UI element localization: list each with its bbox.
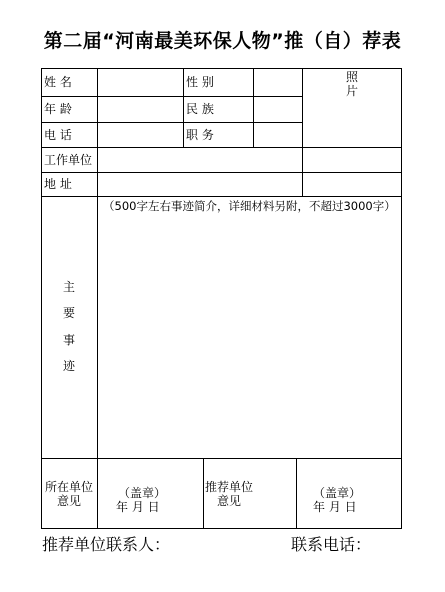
- unit-opinion-label-line-2: 意见: [56, 494, 81, 508]
- gender-label: 性 别: [186, 75, 214, 89]
- deeds-label-char-4: 迹: [62, 359, 75, 373]
- ethnicity-label: 民 族: [186, 102, 214, 116]
- position-label: 职 务: [186, 128, 214, 142]
- unit-seal-label: （盖章）: [118, 486, 167, 500]
- recommend-date-label: 年 月 日: [313, 500, 357, 514]
- deeds-label-char-2: 要: [62, 306, 75, 320]
- unit-opinion-label-line-1: 所在单位: [44, 480, 93, 494]
- page-title: 第二届“河南最美环保人物”推（自）荐表: [43, 30, 402, 52]
- contact-person-label: 推荐单位联系人：: [42, 535, 171, 554]
- workplace-label: 工作单位: [44, 153, 93, 167]
- photo-label-2: 片: [345, 84, 358, 98]
- name-label: 姓 名: [44, 75, 72, 89]
- age-label: 年 龄: [44, 102, 72, 116]
- recommend-opinion-label-line-2: 意见: [217, 494, 242, 508]
- deeds-label-char-3: 事: [62, 333, 75, 347]
- deeds-label-char-1: 主: [62, 280, 75, 294]
- phone-label: 电 话: [44, 128, 72, 142]
- contact-phone-label: 联系电话：: [291, 535, 372, 554]
- recommend-seal-label: （盖章）: [313, 486, 362, 500]
- address-label: 地 址: [44, 177, 72, 191]
- deeds-note: （500字左右事迹简介，详细材料另附，不超过3000字）: [103, 199, 396, 213]
- recommend-opinion-label-line-1: 推荐单位: [205, 480, 254, 494]
- photo-label-1: 照: [345, 70, 358, 84]
- unit-date-label: 年 月 日: [116, 500, 160, 514]
